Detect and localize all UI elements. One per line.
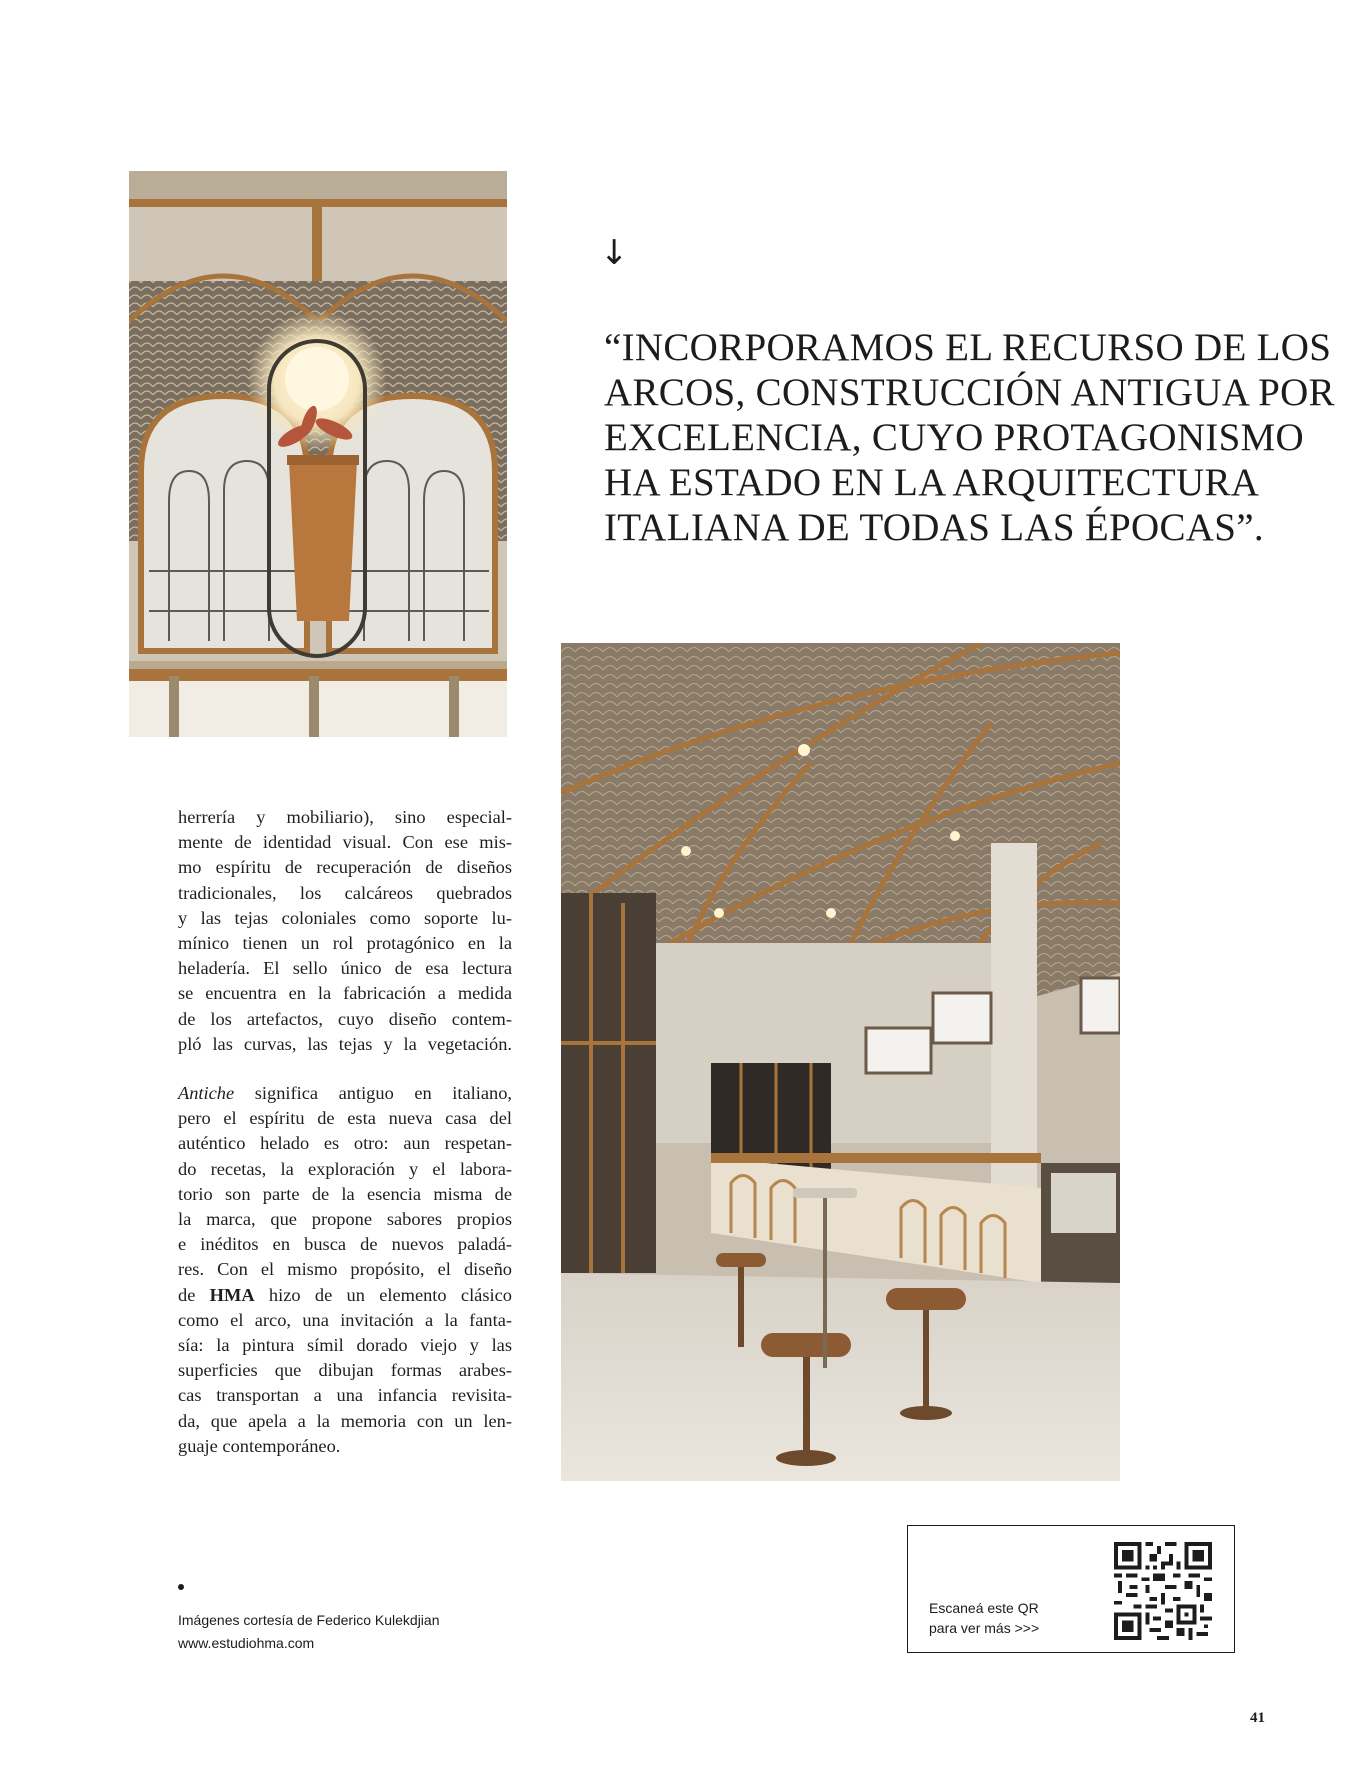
interior-photo — [561, 643, 1120, 1481]
text-line: herrería y mobiliario), sino especial- — [178, 807, 512, 827]
text-line: pero el espíritu de esta nueva casa del — [178, 1108, 512, 1129]
website-link[interactable]: www.estudiohma.com — [178, 1635, 315, 1651]
qr-code-icon[interactable] — [1114, 1542, 1212, 1640]
body-paragraph-1 — [178, 805, 512, 1057]
qr-caption-line: Escaneá este QR — [929, 1600, 1039, 1616]
text-run: hizo de un elemento clásico — [254, 1284, 512, 1305]
text-line: auténtico helado es otro: aun respetan- — [178, 1133, 512, 1154]
text-line: cas transportan a una infancia revisita- — [178, 1385, 512, 1406]
text-line: res. Con el mismo propósito, el diseño — [178, 1259, 512, 1280]
text-line: tradicionales, los calcáreos quebrados — [178, 882, 512, 903]
text-line — [178, 1283, 512, 1308]
text-line: mo espíritu de recuperación de diseños — [178, 857, 512, 878]
quote-line: EXCELENCIA, CUYO PROTAGONISMO — [604, 416, 1304, 459]
quote-line: ARCOS, CONSTRUCCIÓN ANTIGUA POR — [604, 371, 1335, 414]
photo-credits — [178, 1609, 439, 1655]
text-line: da, que apela a la memoria con un len- — [178, 1410, 512, 1431]
text-line: mente de identidad visual. Con ese mis- — [178, 832, 512, 853]
text-line: mínico tienen un rol protagónico en la — [178, 933, 512, 954]
bullet-dot — [178, 1584, 184, 1590]
quote-line: HA ESTADO EN LA ARQUITECTURA — [604, 461, 1260, 504]
body-paragraph-2 — [178, 1081, 512, 1459]
studio-name: HMA — [209, 1284, 255, 1305]
text-line — [178, 1081, 512, 1106]
text-line: la marca, que propone sabores propios — [178, 1209, 512, 1230]
text-line: de los artefactos, cuyo diseño contem- — [178, 1008, 512, 1029]
text-line: sía: la pintura símil dorado viejo y las — [178, 1335, 512, 1356]
italic-word: Antiche — [178, 1083, 235, 1103]
text-line: como el arco, una invitación a la fanta- — [178, 1309, 512, 1330]
text-line: se encuentra en la fabricación a medida — [178, 983, 512, 1004]
text-run: de — [178, 1284, 210, 1305]
quote-line: “INCORPORAMOS EL RECURSO DE LOS — [604, 326, 1332, 369]
text-line: guaje contemporáneo. — [178, 1435, 341, 1456]
credit-line: Imágenes cortesía de Federico Kulekdjian — [178, 1612, 440, 1628]
text-line: superficies que dibujan formas arabes- — [178, 1360, 512, 1381]
qr-box — [907, 1525, 1235, 1653]
text-line: y las tejas coloniales como soporte lu- — [178, 907, 512, 928]
text-line: torio son parte de la esencia misma de — [178, 1183, 512, 1204]
down-arrow-icon: ↓ — [600, 233, 629, 273]
page-number: 41 — [1250, 1710, 1265, 1726]
text-run: significa antiguo en italiano, — [234, 1083, 512, 1103]
text-line: do recetas, la exploración y el labora- — [178, 1158, 512, 1179]
qr-caption — [929, 1598, 1039, 1638]
pull-quote — [604, 325, 1335, 550]
text-line: pló las curvas, las tejas y la vegetación. — [178, 1033, 512, 1054]
text-line: heladería. El sello único de esa lectura — [178, 958, 512, 979]
arch-wall-photo — [129, 171, 507, 737]
text-line: e inéditos en busca de nuevos paladá- — [178, 1234, 512, 1255]
qr-caption-line: para ver más >>> — [929, 1620, 1040, 1636]
quote-line: ITALIANA DE TODAS LAS ÉPOCAS”. — [604, 506, 1264, 549]
